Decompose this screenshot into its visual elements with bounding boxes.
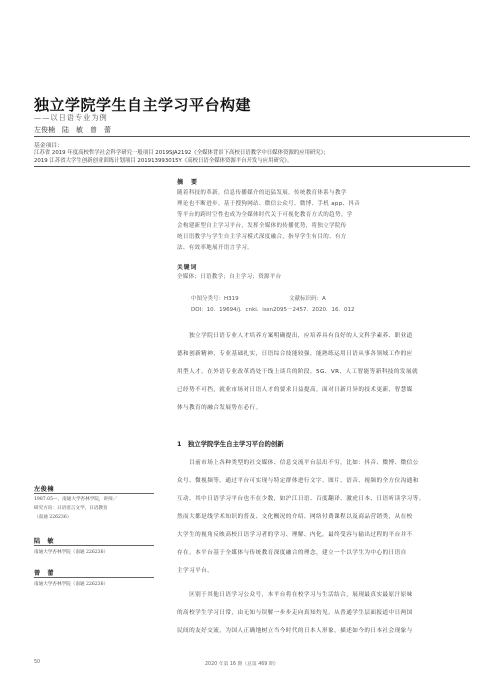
sidebar-author-info: （南通 226236） (34, 515, 72, 520)
abstract-heading: 摘 要 (177, 179, 199, 186)
body-line: 民间的友好交流，为国人正确地树立当今时代的日本人形象，描述如今的日本社会现象与 (177, 628, 413, 634)
sidebar-author-info: 1987.05—，南通大学杏林学院，讲师／ (34, 497, 118, 502)
body-line: 存在。本平台基于全媒体与传统教育深度融合的理念，建立一个以学生为中心的日语自 (177, 550, 407, 556)
body-line: 的高校学生学习日常，由无知与误解一步步走向真知灼见。从普通学生层面报道中日两国 (177, 610, 413, 616)
body-line: 德和创新精神，专业基础扎实，日语综合技能较强，能熟练运用日语从事各领域工作的应 (177, 351, 413, 357)
abstract-line: 理论也不断进步。基于搜狗网站、微信公众号、微博、手机 app、抖音 (177, 201, 361, 207)
abstract-line: 法、有效率地展开语言学习。 (177, 245, 254, 251)
body-line: 已经势不可挡，就业市场对日语人才的要求日益提高，面对日新月异的技术更新，智慧媒 (177, 387, 413, 393)
abstract-line: 统日语教学与学生自主学习模式深度融合，指导学生有目的、有方 (177, 234, 347, 240)
sidebar-divider (34, 577, 154, 578)
body-line: 目前市场上各种类型的社交媒体、信息交流平台层出不穷，比如：抖音、微博、微信公 (177, 460, 419, 466)
body-line: 体与教育的融合发展势在必行。 (177, 405, 262, 411)
body-line: 区别于其他日语学习公众号，本平台将在校学习与生活结合，展现最真实最原汁原味 (177, 592, 413, 598)
funding-line: 2019 江苏省大学生创新创业训练计划项目 201913993015Y《高校日语全媒体资源平台开发与应用研究》。 (34, 158, 293, 164)
body-line: 大学生的视角反映高校日语学习者的学习、理解、内化，最终受容与输出过程的平台并不 (177, 532, 413, 538)
body-line: 然而大都是线学术知识的普及、文化概况的介绍、网络付费课程以及商品营销类，从在校 (177, 514, 413, 520)
sidebar-author-name: 曾 蕾 (34, 570, 55, 577)
document-code: 文献标识码：A (289, 296, 326, 302)
funding-divider (34, 166, 470, 167)
keywords-text: 全媒体；日语教学；自主学习；资源平台 (177, 274, 282, 280)
body-line: 众号、微视频等。通过平台可实现与特定群体进行文字、图片、语音、视频的全方位沟通和 (177, 478, 419, 484)
body-line: 用型人才。在外语专业改革尚处于线上谈兵的阶段，5G、VR、人工智能等新科技的发展就 (177, 369, 419, 375)
abstract-line: 会构建新型自主学习平台，发挥全媒体的传播优势，将独立学院传 (177, 223, 347, 229)
clc-number: 中图分类号：H319 (191, 296, 239, 302)
body-line: 主学习平台。 (177, 568, 214, 574)
abstract-line: 随着科技的革新，信息传播媒介的迅猛发展，传统教育体系与教学 (177, 190, 347, 196)
sidebar-divider (34, 545, 154, 546)
sidebar-author-info: 南通大学杏林学院（南通 226236） (34, 582, 109, 587)
sidebar-author-info: 南通大学杏林学院（南通 226236） (34, 550, 109, 555)
sidebar-author-name: 左俊楠 (34, 486, 55, 493)
author-line: 左俊楠 陆 敏 曾 蕾 (34, 126, 111, 134)
doi: DOI：10．19694/j．cnki．issn2095－2457．2020．16．012 (191, 307, 355, 313)
funding-label: 基金项目： (34, 143, 63, 149)
page-number: 50 (34, 660, 41, 665)
sidebar-divider (34, 493, 154, 494)
header-divider (34, 136, 470, 137)
article-title: 独立学院学生自主学习平台构建 (34, 96, 252, 114)
section-heading: 1 独立学院学生自主学习平台的创新 (177, 440, 284, 448)
sidebar-author-name: 陆 敏 (34, 538, 55, 545)
sidebar-author-info: 研究方向：日语语言文学、日语教育 (34, 506, 108, 511)
body-line: 互动。其中日语学习平台也不在少数，如沪江日语、百度翻译、激虎日本、日语听读学习等。 (177, 496, 425, 502)
article-subtitle: ——以日语专业为例 (34, 113, 108, 122)
funding-line: 江苏省 2019 年度高校哲学社会科学研究一般项目 2019SJA2192《全媒体背景下高校日语教学中日媒体资源的应用研究》； (34, 150, 329, 156)
abstract-line: 等平台的跨时空性也成为全媒体时代关于可视化教育方式的趋势。学 (177, 212, 353, 218)
keywords-heading: 关键词 (177, 265, 198, 271)
body-line: 独立学院日语专业人才培养方案明确提出，应培养具有良好的人文科学素养、职业道 (177, 333, 413, 339)
issue-info: 2020 年第 16 期（总第 469 期） (205, 662, 279, 667)
